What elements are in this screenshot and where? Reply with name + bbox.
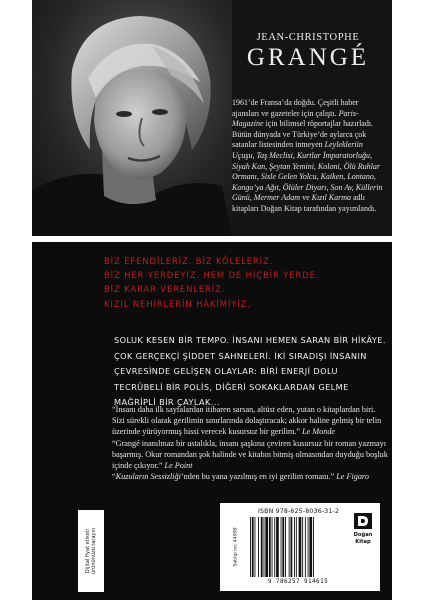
barcode-bar: [308, 517, 309, 577]
review-quote: [112, 404, 388, 438]
quote-source: Le Monde: [302, 427, 336, 437]
slogan-line: BİZ KARAR VERENLERİZ.: [104, 284, 226, 295]
author-first-name: JEAN-CHRISTOPHE: [256, 32, 360, 43]
slogan-list: [104, 254, 319, 311]
barcode-bar: [255, 517, 256, 577]
barcode-bar: [258, 517, 259, 577]
barcode-bar: [264, 517, 265, 577]
quote-book-title: Kuzuların Sessizliği: [115, 472, 181, 482]
review-quote: [112, 438, 388, 472]
sales-code-strip: [228, 511, 244, 583]
price-label-line: ürününüzü tarayın: [91, 527, 97, 575]
bio-text: için bilimsel röportajlar hazırladı. Bütün dünyada ve Türkiye’de aylarca çok satanlar listesinden inmeyen: [232, 119, 374, 150]
author-last-name: GRANGÉ: [246, 44, 370, 71]
price-label-line: Dijital fiyat etiketi: [85, 528, 91, 574]
slogan-line: BİZ HER YERDEYİZ. HEM DE HİÇBİR YERDE.: [104, 270, 320, 281]
bio-book-titles: Leylekleriin Uçuşu, Taş Meclisi, Kurtlar İmparatorluğu, Siyah Kan, Şeytan Yemini, Koloni, Ölü Ruhlar Ormanı, Sisle Gelen Yolcu, Kaiken, Lontano, Kongo’ya Ağıt, Ölüler Diyarı, Son Av, Küllerin Günü, Mermer Adam: [232, 140, 383, 203]
barcode-bar: [289, 517, 290, 577]
slogan-line: KIZIL NEHİRLERİN HÂKİMİYİZ.: [104, 298, 251, 309]
barcode-bar: [309, 517, 312, 577]
barcode-bar: [296, 517, 297, 577]
barcode-number: 9 786257 914615: [267, 578, 329, 585]
digital-price-label: [78, 510, 104, 592]
price-label-text: [85, 528, 97, 574]
quote-text: “İnsanı daha ilk sayfalardan itibaren sarsan, altüst eden, yutan o kitaplardan biri. Sizi sürekli olarak gerilimin sınırlarında dolaştıracak; akkor haline gelmiş bir telin üzerinde yürüyormuş hissi verecek kusursuz bir gerilim.”: [112, 405, 382, 437]
barcode-bar: [274, 517, 275, 577]
slogan-line: BİZ EFENDİLERİZ. BİZ KÖLELERİZ.: [104, 256, 274, 266]
review-quotes: [112, 404, 388, 482]
publisher-mark-icon: [354, 513, 372, 529]
barcode-bar: [313, 517, 314, 577]
barcode-bar: [269, 517, 271, 577]
barcode-icon: [248, 517, 348, 577]
barcode-panel: [220, 503, 380, 591]
quote-prefix: “: [112, 472, 116, 482]
barcode-bar: [302, 517, 303, 577]
white-divider: [32, 236, 392, 242]
barcode-bar: [282, 517, 284, 577]
isbn-text: ISBN 978-625-8036-31-2: [258, 508, 340, 515]
barcode-bar: [281, 517, 282, 577]
barcode-bar: [294, 517, 295, 577]
publisher-name: Kitap: [355, 539, 371, 545]
barcode-bar: [250, 517, 251, 577]
barcode-bar: [305, 517, 306, 577]
author-section: [32, 0, 392, 236]
publisher-name: Doğan: [353, 532, 373, 538]
barcode-bar: [272, 517, 273, 577]
sales-code-text: Satılıp no: 44999: [233, 527, 239, 567]
book-back-cover: [32, 0, 392, 600]
quote-text: ’nden bu yana yazılmış en iyi gerilim romanı.”: [180, 472, 335, 482]
bio-text: ve: [300, 193, 312, 203]
bio-book-titles: Kızıl Karma: [311, 193, 351, 203]
tagline: SOLUK KESEN BİR TEMPO. İNSANI HEMEN SARAN BİR HİKÂYE. ÇOK GERÇEKÇİ ŞİDDET SAHNELERİ. İKİ SIRADIŞI İNSANIN ÇEVRESİNDE GELİŞEN OLAYLAR: BİRİ ENERJİ DOLU TECRÜBELİ BİR POLİS, DİĞERİ SOKAKLARDAN GELME MAĞRİPLİ BİR ÇAYLAK...: [114, 335, 386, 407]
quote-source: Le Point: [164, 461, 193, 471]
review-quote: [112, 471, 388, 482]
publisher-logo: [350, 511, 376, 551]
quote-source: Le Figaro: [336, 472, 369, 482]
bio-text: 1961’de Fransa’da doğdu. Çeşitli haber ajansları ve gazeteler için çalıştı.: [232, 98, 359, 118]
barcode-bar: [291, 517, 293, 577]
bio-text: adlı kitapları Doğan Kitap tarafından yayımlandı.: [232, 193, 377, 213]
barcode-bar: [276, 517, 279, 577]
barcode-bar: [299, 517, 302, 577]
barcode-bar: [261, 517, 263, 577]
barcode-bar: [285, 517, 286, 577]
barcode-bar: [265, 517, 268, 577]
author-bio: [232, 98, 386, 215]
barcode-bar: [252, 517, 254, 577]
quote-text: “Grangé inanılmaz bir ustalıkla, insanı şaşkına çeviren kusursuz bir roman yazmayı başarmış. Okur romandan şok halinde ve kitabın bitmiş olmasından duyduğu boşluk içinde çıkıyor.”: [112, 438, 388, 471]
author-name: [238, 32, 378, 72]
bio-book-titles: Paris-Magazine: [232, 108, 359, 129]
author-portrait: [32, 0, 232, 236]
